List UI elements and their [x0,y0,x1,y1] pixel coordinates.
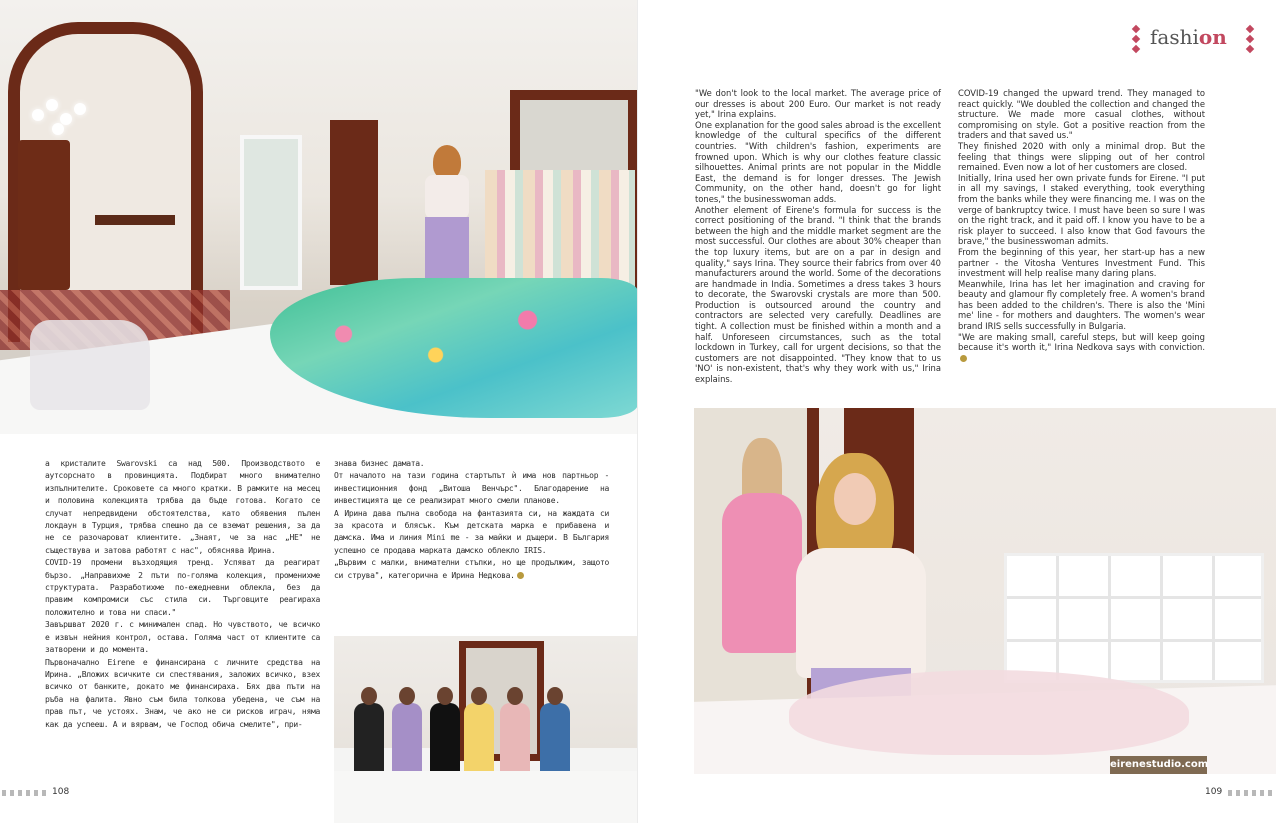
paragraph: А Ирина дава пълна свобода на фантазията си, на жаждата си за красота и блясък. Към детската марка е прибавена и дамска. Има и линия Mini me - за майки и дъщери. В България успешно се продава марката дамско облекло IRIS. [334,508,609,555]
page-number-left: 108 [52,787,70,797]
paragraph: Завършват 2020 г. с минимален спад. Но чувството, че всичко е извън нейния контрол, остава. Голяма част от клиентите са затворени и до момента. [45,620,320,655]
section-title: fashion [1150,25,1227,49]
paragraph: а кристалите Swarovski са над 500. Производството е аутсорснато в провинцията. Подбират много внимателно изпълнителите. Сроковете са много кратки. В рамките на месец и половина колекцията трябва да бъде готова. Когато се случат непредвидени обстоятелства, като обявения пълен локдаун в Турция, трябва спешно да се вземат решения, за да не се разочароват клиентите. „Знаят, че за нас „НЕ" не съществува и затова работят с нас", обяснява Ирина. [45,459,320,555]
section-header [1130,24,1255,54]
crystal-bag [30,320,150,410]
irina-cutting-photo [694,408,1276,774]
paragraph: Initially, Irina used her own private funds for Eirene. "I put in all my savings, I staked everything, took everything from the banks while they were financing me. I was on the verge of bankruptcy twice. I must have been so sure I was on the right track, and it paid off. I know you have to be a risk player to succeed. I also know that God favours the brave," the businesswoman admits. [958,172,1205,247]
clothing-rack [485,170,635,290]
paragraph: „Вървим с малки, внимателни стъпки, но ще продължим, защото си струва", категорична е Ирина Недкова. [334,558,609,580]
footer-ornament [1228,790,1274,796]
chandelier [32,99,92,139]
right-text-column-1 [695,88,941,385]
paragraph: COVID-19 промени възходящия тренд. Успяват да реагират бързо. „Направихме 2 пъти по-голяма колекция, променихме структурата. Разработихме по-ежедневни облекла, без да правим компромиси със стила си. Търговците реагираха положително и това ни спаси." [45,558,320,617]
paragraph: Another element of Eirene's formula for success is the correct positioning of the brand. "I think that the brands between the high and the middle market segment are the most successful. Our clothes are about 30% cheaper than the top luxury items, but are on a par in design and quality," says Irina. They source their fabrics from over 40 manufacturers around the world. Some of the decorations are handmade in India. Sometimes a dress takes 3 hours to decorate, the Swarovski crystals are more than 500. Production is outsourced around the country and contractors are selected very carefully. Deadlines are tight. A collection must be finished within a month and a half. Unforeseen circumstances, such as the total lockdown in Turkey, call for urgent decisions, so that the customers are not disappointed. "They know that to us 'NO' is non-existent, that's why they work with us," Irina explains. [695,204,941,385]
page-number-right: 109 [1205,787,1223,797]
right-text-column-2 [958,88,1205,363]
paragraph: COVID-19 changed the upward trend. They managed to react quickly. "We doubled the collection and changed the structure. We made more casual clothes, without compromising on style. Got a positive reaction from the traders and that saved us." [958,88,1205,141]
left-text-column-1 [45,458,320,731]
paragraph: Първоначално Eirene е финансирана с личните средства на Ирина. „Вложих всичките си спестявания, заложих всичко, взех всичко от банките, докато ме финансираха. Бях два пъти на ръба на фалита. Явно съм била толкова убедена, че съм на прав път, че устоях. Знам, че ако не си рисков играч, няма как да успееш. А и вярвам, че Господ обича смелите", при- [45,657,320,729]
paragraph: знава бизнес дамата. [334,459,425,468]
paragraph: From the beginning of this year, her start-up has a new partner - the Vitosha Ventures Investment Fund. This investment will help realise many daring plans. [958,246,1205,279]
footer-ornament [2,790,48,796]
website-tag: eirenestudio.com [1110,756,1207,774]
end-mark-icon [960,355,967,362]
left-text-column-2 [334,458,609,582]
woman-figure [415,145,479,285]
diamond-ornament-icon [1132,26,1140,52]
team-photo [334,636,638,823]
paragraph: "We don't look to the local market. The average price of our dresses is about 200 Euro. Our market is not ready yet," Irina explains. [695,88,941,120]
paragraph: They finished 2020 with only a minimal drop. But the feeling that things were slipping out of her control remained. Even now a lot of her customers are closed. [958,140,1205,173]
fabric-shelf [1004,553,1264,683]
paragraph: Meanwhile, Irina has let her imagination and craving for beauty and glamour fly completely free. A women's brand has been added to the children's. There is also the 'Mini me' line - for mothers and daughters. The women's wear brand IRIS sells successfully in Bulgaria. [958,278,1205,332]
end-mark-icon [517,572,524,579]
diamond-ornament-icon [1246,26,1254,52]
paragraph: "We are making small, careful steps, but will keep going because it's worth it," Irina Nedkova says with conviction. [958,332,1205,364]
paragraph: От началото на тази година стартъпът ѝ има нов партньор - инвестиционния фонд „Витоша Венчърс". Благодарение на инвестицията ще се реализират много смели планове. [334,471,609,506]
paragraph: One explanation for the good sales abroad is the excellent knowledge of the cultural specifics of the different countries. "With children's fashion, experiments are frowned upon. Which is why our clothes feature classic silhouettes. Animal prints are not popular in the Middle East, the demand is for longer dresses. The Jewish Community, on the other hand, doesn't go for light tones," the businesswoman adds. [695,119,941,204]
atelier-photo [0,0,638,434]
pink-fabric [789,670,1189,755]
